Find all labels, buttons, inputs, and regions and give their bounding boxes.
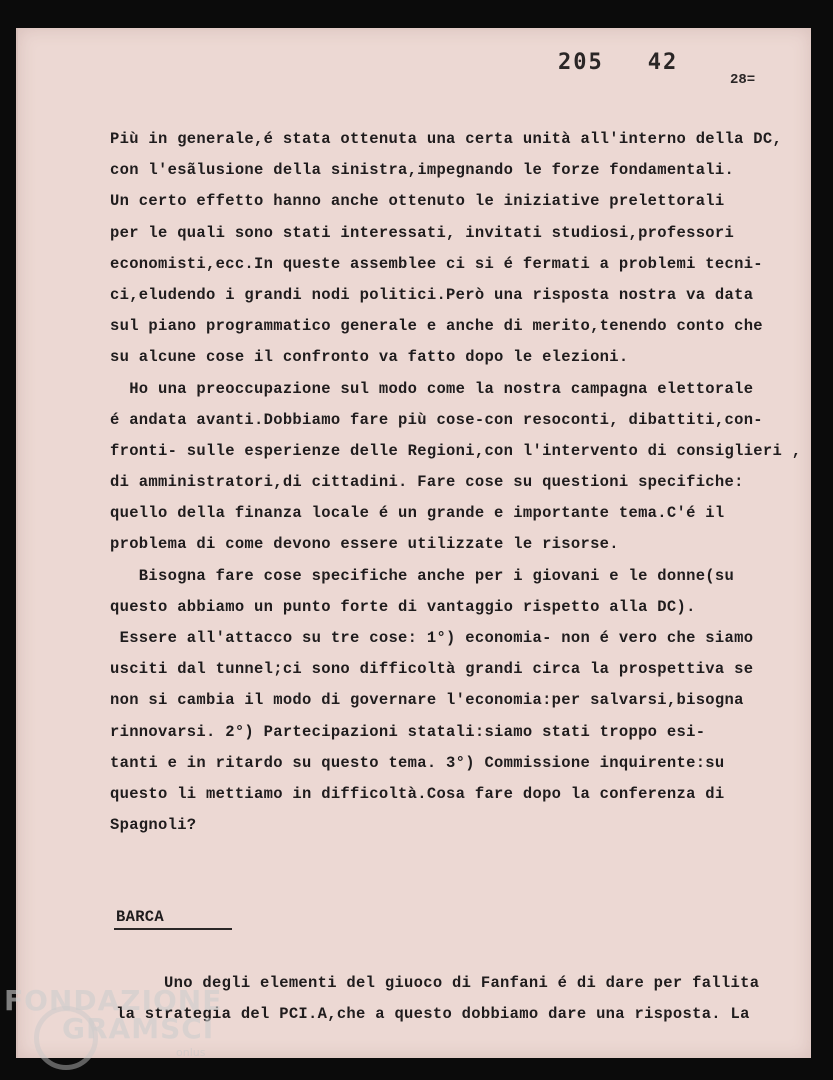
text-line: tanti e in ritardo su questo tema. 3°) Commissione inquirente:su [110, 753, 725, 772]
text-line: Essere all'attacco su tre cose: 1°) economia- non é vero che siamo [110, 629, 754, 647]
text-line: usciti dal tunnel;ci sono difficoltà grandi circa la prospettiva se [110, 660, 754, 679]
body-text [110, 124, 800, 841]
text-line: non si cambia il modo di governare l'economia:per salvarsi,bisogna [110, 691, 744, 710]
text-line: Uno degli elementi del giuoco di Fanfani é di dare per fallita [116, 974, 760, 992]
text-line: sul piano programmatico generale e anche di merito,tenendo conto che [110, 317, 763, 336]
text-line: per le quali sono stati interessati, invitati studiosi,professori [110, 223, 735, 242]
heading-underline [114, 928, 232, 930]
text-line: fronti- sulle esperienze delle Regioni,con l'intervento di consiglieri , [110, 441, 802, 460]
archive-number-2: 42 [647, 50, 679, 75]
watermark-line-3: onlus [176, 1046, 206, 1059]
text-line: economisti,ecc.In queste assemblee ci si é fermati a problemi tecni- [110, 254, 763, 273]
text-line: la strategia del PCI.A,che a questo dobbiamo dare una risposta. La [116, 1005, 750, 1023]
text-line: problema di come devono essere utilizzate le risorse. [110, 535, 619, 554]
document-page [16, 28, 811, 1058]
text-line: di amministratori,di cittadini. Fare cose su questioni specifiche: [110, 473, 744, 492]
text-line: rinnovarsi. 2°) Partecipazioni statali:siamo stati troppo esi- [110, 722, 706, 741]
watermark-line-2: GRAMSCI [62, 1012, 215, 1045]
text-line: su alcune cose il confronto va fatto dopo le elezioni. [110, 348, 629, 367]
watermark-line-1: FONDAZIONE [4, 984, 223, 1017]
text-line: ci,eludendo i grandi nodi politici.Però una risposta nostra va data [110, 285, 754, 304]
archive-number-1: 205 [558, 50, 604, 75]
text-line: con l'esãlusione della sinistra,impegnando le forze fondamentali. [110, 161, 735, 180]
text-line: quello della finanza locale é un grande e importante tema.C'é il [110, 504, 725, 523]
text-line: Spagnoli? [110, 816, 197, 835]
text-line: é andata avanti.Dobbiamo fare più cose-con resoconti, dibattiti,con- [110, 410, 763, 429]
text-line: Un certo effetto hanno anche ottenuto le iniziative prelettorali [110, 192, 725, 211]
archive-page-numbers [558, 50, 722, 75]
text-line: Bisogna fare cose specifiche anche per i giovani e le donne(su [110, 566, 735, 585]
text-line: Ho una preoccupazione sul modo come la nostra campagna elettorale [110, 379, 754, 398]
section-heading: BARCA [116, 908, 165, 926]
text-line: Più in generale,é stata ottenuta una certa unità all'interno della DC, [110, 130, 783, 148]
text-line: questo li mettiamo in difficoltà.Cosa fare dopo la conferenza di [110, 784, 725, 803]
page-mark: 28= [730, 72, 756, 88]
text-line: questo abbiamo un punto forte di vantaggio rispetto alla DC). [110, 597, 696, 616]
